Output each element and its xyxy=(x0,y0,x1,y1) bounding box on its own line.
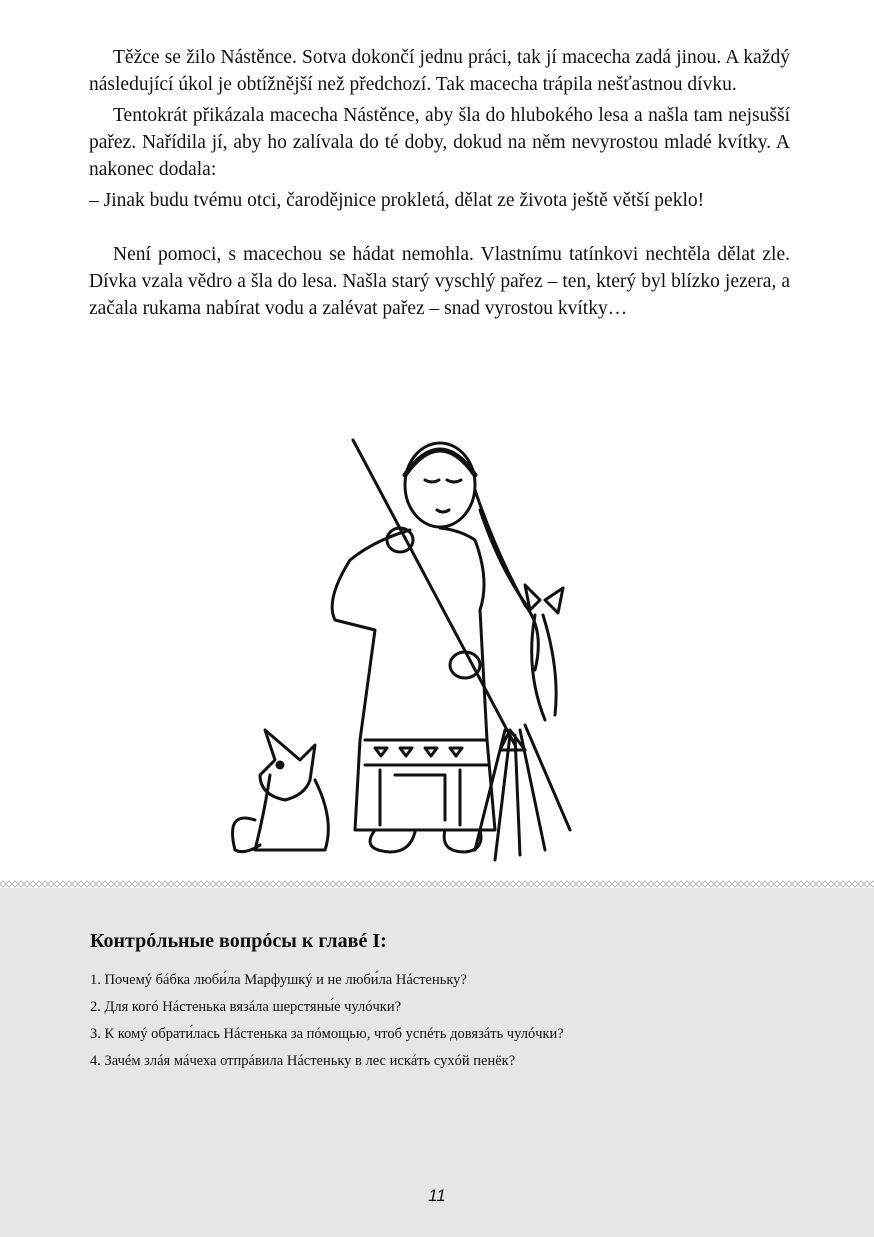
page-number: 11 xyxy=(428,1186,446,1205)
paragraph: Těžce se žilo Nástěnce. Sotva dokončí jednu práci, tak jí macecha zadá jinou. A každý následující úkol je obtížnější než předchozí. Tak macecha trápila nešťastnou dívku. xyxy=(89,47,790,95)
question-item: 2. Для когó Нáстенька вязáла шерстяны́е чулóчки? xyxy=(90,999,402,1015)
paragraph-dialogue: – Jinak budu tvému otci, čarodějnice prokletá, dělat ze života ještě větší peklo! xyxy=(89,190,705,211)
story-text xyxy=(89,44,790,326)
dog-figure xyxy=(233,730,329,852)
questions-list xyxy=(90,967,564,1075)
question-item: 3. К комý обрати́лась Нáстенька за пóмощью, чтоб успéть довязáть чулóчки? xyxy=(90,1026,564,1042)
zigzag-divider xyxy=(0,880,874,888)
question-item: 4. Зачéм злáя мáчеха отпрáвила Нáстеньку в лес искáть сухóй пенёк? xyxy=(90,1053,516,1069)
illustration-girl-with-broom-and-dog xyxy=(225,430,595,880)
questions-heading: Контрóльные вопрóсы к главé I: xyxy=(90,930,387,952)
paragraph: Tentokrát přikázala macecha Nástěnce, aby šla do hlubokého lesa a našla tam nejsušší pařez. Nařídila jí, aby ho zalívala do té doby, dokud na něm nevyrostou mladé kvítky. A nakonec dodala: xyxy=(89,105,790,180)
question-item: 1. Почемý бáбка люби́ла Марфушкý и не люби́ла Нáстеньку? xyxy=(90,972,467,988)
paragraph: Není pomoci, s macechou se hádat nemohla. Vlastnímu tatínkovi nechtěla dělat zle. Dívka vzala vědro a šla do lesa. Našla starý vyschlý pařez – ten, který byl blízko jezera, a začala rukama nabírat vodu a zalévat pařez – snad vyrostou kvítky… xyxy=(89,244,790,319)
